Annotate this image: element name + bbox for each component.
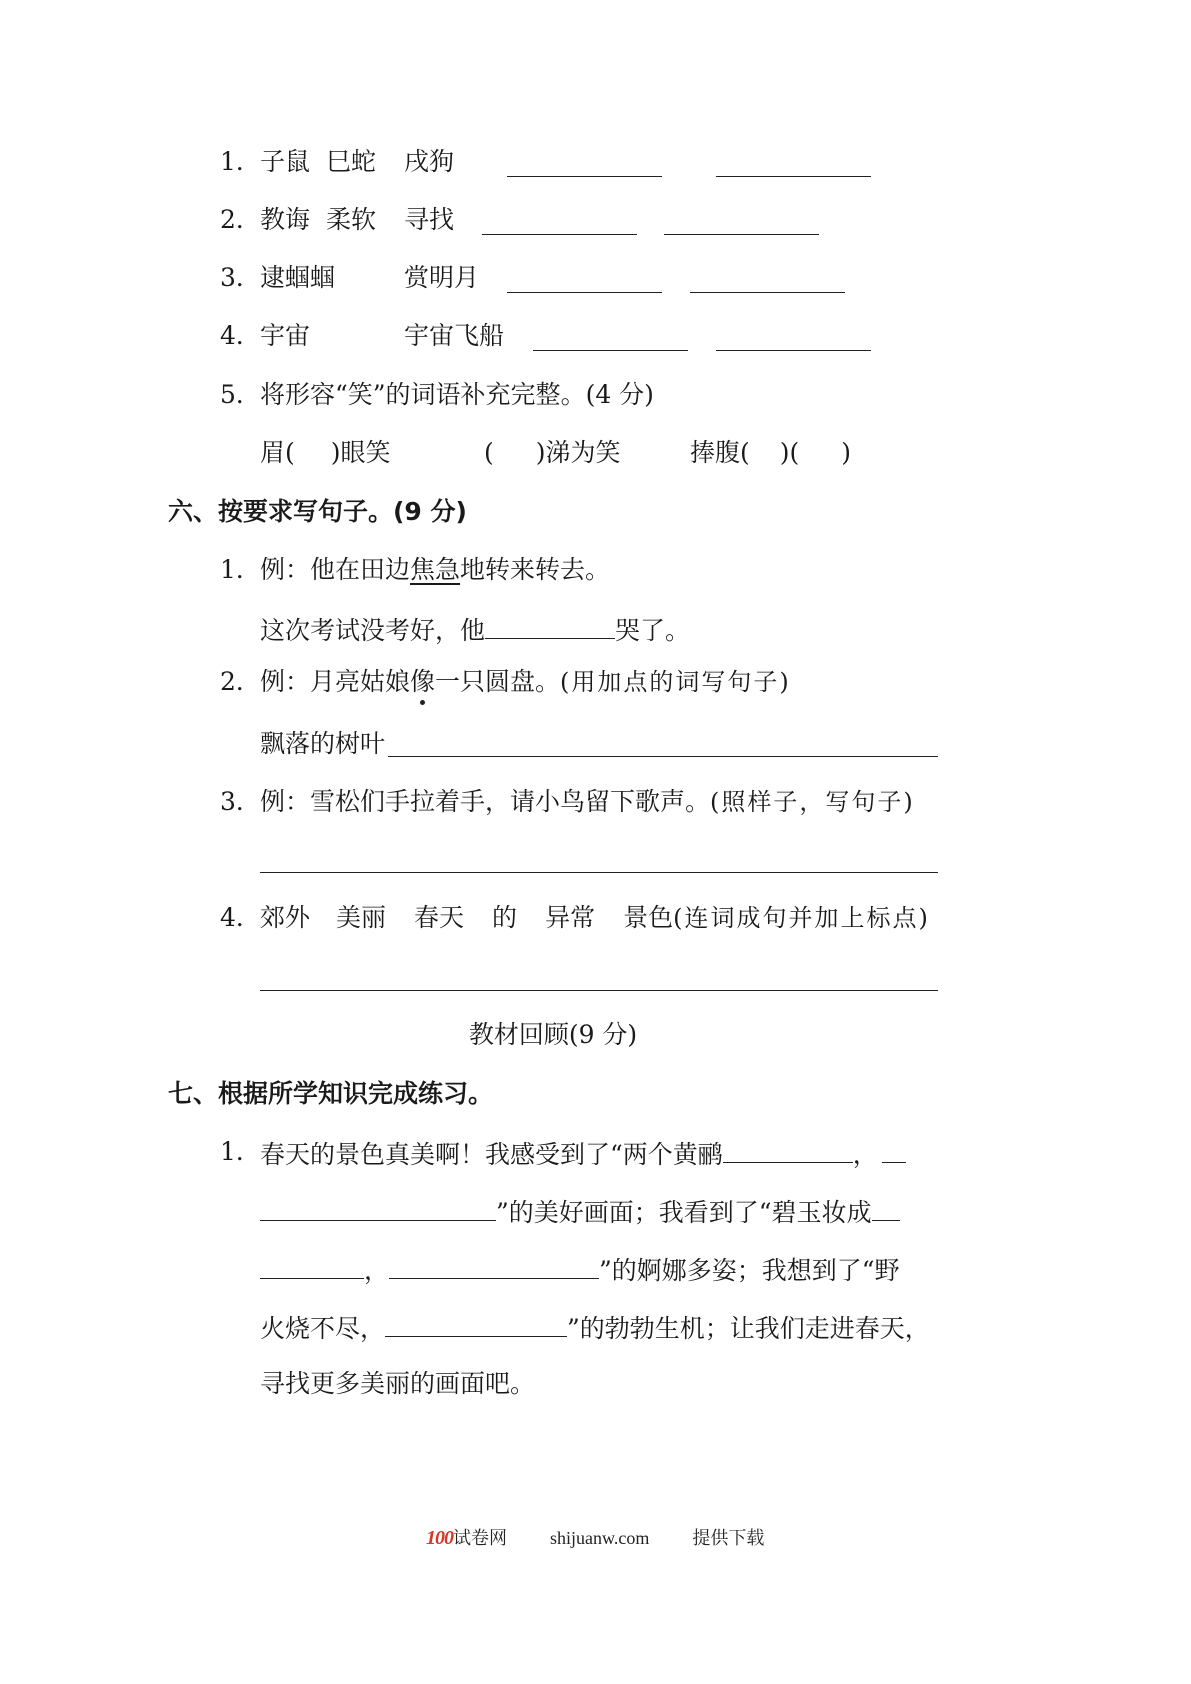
page-footer	[426, 1526, 764, 1550]
review-heading: 教材回顾(9 分)	[468, 1020, 638, 1049]
text-part: 例：雪松们手拉着手，请小鸟留下歌声。	[260, 787, 711, 816]
item-number: 1．	[220, 1137, 261, 1166]
answer-blank[interactable]	[507, 176, 662, 177]
laugh-word-b	[484, 437, 621, 469]
instruction-note: (连词成句并加上标点)	[673, 904, 930, 932]
example-sentence	[260, 554, 610, 586]
item-prompt: 将形容“笑”的词语补充完整。(4 分)	[260, 380, 654, 409]
download-note: 提供下载	[692, 1528, 765, 1548]
item-number: 1．	[220, 147, 261, 176]
word-part: )涕为笑	[535, 438, 621, 467]
answer-blank[interactable]	[690, 292, 845, 293]
text-line	[260, 1252, 900, 1287]
site-url[interactable]: shijuanw.com	[550, 1528, 650, 1548]
answer-blank[interactable]	[260, 1252, 364, 1279]
scramble-word: 异常	[545, 903, 596, 932]
answer-blank[interactable]	[872, 1194, 900, 1221]
answer-blank[interactable]	[716, 176, 871, 177]
section-7-title: 七、根据所学知识完成练习。	[168, 1079, 494, 1108]
word: 赏明月	[404, 263, 480, 292]
word-part: 眉(	[260, 438, 295, 467]
instruction-note: (照样子，写句子)	[710, 788, 915, 816]
item-number: 1．	[220, 555, 261, 584]
item-number: 2．	[220, 667, 261, 696]
practice-sentence	[260, 612, 690, 647]
word-part: )眼笑	[330, 438, 391, 467]
word-part: 捧腹(	[690, 438, 750, 467]
scramble-word: 的	[492, 903, 518, 932]
text-line	[260, 1136, 906, 1171]
example-sentence	[260, 786, 915, 818]
scramble-word: 景色	[623, 903, 674, 932]
scramble-word: 春天	[414, 903, 465, 932]
text-part: ”的美好画面；我看到了“碧玉妆成	[496, 1198, 872, 1227]
word: 柔软	[326, 205, 377, 234]
answer-blank[interactable]	[723, 1136, 853, 1163]
laugh-word-a	[260, 437, 391, 469]
word: 宇宙飞船	[404, 321, 505, 350]
item-number: 3．	[220, 787, 261, 816]
text-line	[260, 1194, 900, 1229]
answer-blank[interactable]	[485, 612, 615, 639]
example-sentence	[260, 666, 791, 698]
scramble-word: 郊外	[260, 903, 311, 932]
answer-blank[interactable]	[507, 292, 662, 293]
word: 寻找	[404, 205, 455, 234]
item-number: 5．	[220, 380, 261, 409]
text-line: 寻找更多美丽的画面吧。	[260, 1369, 536, 1398]
section-6-title: 六、按要求写句子。(9 分)	[168, 497, 467, 526]
text-part: ，	[852, 1140, 878, 1169]
answer-blank[interactable]	[716, 350, 871, 351]
text-part: 例：他在田边	[260, 555, 411, 584]
answer-blank[interactable]	[389, 1252, 599, 1279]
text-line	[260, 1310, 930, 1345]
word-scramble	[260, 902, 930, 934]
word: 逮蝈蝈	[260, 263, 336, 292]
word: 巳蛇	[326, 147, 377, 176]
item-number: 2．	[220, 205, 261, 234]
answer-blank[interactable]	[385, 1310, 567, 1337]
word: 戌狗	[404, 147, 455, 176]
text-part: 哭了。	[615, 616, 691, 645]
text-part: ”的婀娜多姿；我想到了“野	[599, 1256, 900, 1285]
text-part: 例：月亮姑娘	[260, 667, 411, 696]
word-part: (	[484, 438, 494, 467]
answer-line[interactable]	[260, 990, 938, 991]
word-part: )(	[779, 438, 800, 467]
word: 子鼠	[260, 147, 311, 176]
text-part: 火烧不尽，	[260, 1314, 386, 1343]
sentence-start: 飘落的树叶	[260, 729, 386, 758]
instruction-note: (用加点的词写句子)	[560, 668, 791, 696]
text-part: 一只圆盘。	[435, 667, 561, 696]
answer-blank[interactable]	[882, 1136, 906, 1163]
answer-blank[interactable]	[260, 1194, 496, 1221]
site-logo-number: 100	[426, 1527, 453, 1549]
laugh-word-c	[690, 437, 851, 469]
word: 宇宙	[260, 321, 311, 350]
answer-blank[interactable]	[664, 234, 819, 235]
text-part: ”的勃勃生机；让我们走进春天，	[567, 1314, 930, 1343]
text-part: ，	[364, 1256, 390, 1285]
dotted-word: 像	[410, 667, 436, 696]
answer-line[interactable]	[388, 756, 938, 757]
text-part: 这次考试没考好，他	[260, 616, 486, 645]
word-part: )	[841, 438, 852, 467]
scramble-word: 美丽	[336, 903, 387, 932]
item-number: 4．	[220, 903, 261, 932]
item-number: 3．	[220, 263, 261, 292]
underlined-word: 焦急	[410, 555, 461, 584]
answer-line[interactable]	[260, 872, 938, 873]
answer-blank[interactable]	[533, 350, 688, 351]
word: 教诲	[260, 205, 311, 234]
answer-blank[interactable]	[482, 234, 637, 235]
site-logo-text: 试卷网	[453, 1528, 507, 1548]
text-part: 春天的景色真美啊！我感受到了“两个黄鹂	[260, 1140, 723, 1169]
item-number: 4．	[220, 321, 261, 350]
text-part: 地转来转去。	[460, 555, 611, 584]
